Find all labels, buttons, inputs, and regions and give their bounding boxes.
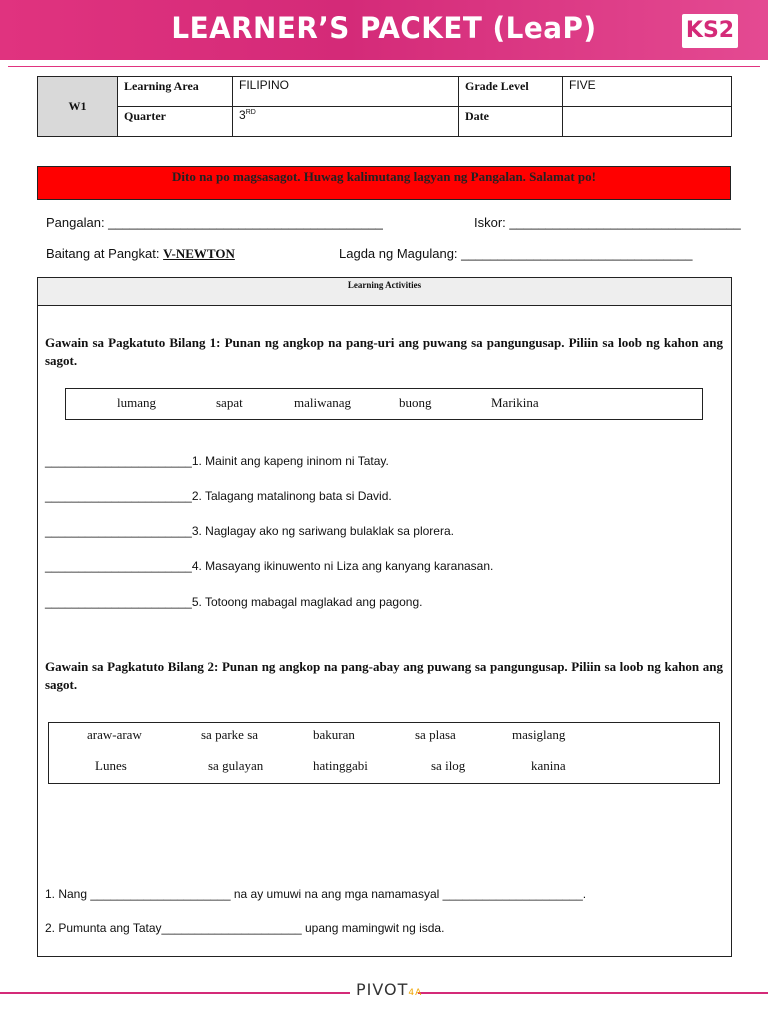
footer-rule-right <box>418 992 768 994</box>
learning-area-value: FILIPINO <box>233 77 459 107</box>
quarter-value <box>233 107 459 137</box>
word-choice: masiglang <box>512 727 566 742</box>
parent-signature-field[interactable]: Lagda ng Magulang: ________________________________ <box>339 246 693 261</box>
word-choice: Lunes <box>95 758 127 773</box>
activity1-item-3[interactable]: ______________________3. Naglagay ako ng sariwang bulaklak sa plorera. <box>45 524 454 538</box>
section-field <box>46 246 235 262</box>
week-cell: W1 <box>38 77 118 137</box>
pivot-logo <box>356 980 423 999</box>
header-banner <box>0 0 768 60</box>
notice-banner: Dito na po magsasagot. Huwag kalimutang lagyan ng Pangalan. Salamat po! <box>37 166 731 200</box>
word-choice: sa ilog <box>431 758 466 773</box>
pivot-logo-mark: 4A <box>408 988 423 998</box>
word-choice: sa plasa <box>415 727 456 742</box>
word-choice: bakuran <box>313 727 355 742</box>
grade-level-value: FIVE <box>563 77 732 107</box>
activity1-instruction: Gawain sa Pagkatuto Bilang 1: Punan ng angkop na pang-uri ang puwang sa pangungusap. Piliin sa loob ng kahon ang sagot. <box>45 335 723 368</box>
word-choice: maliwanag <box>294 395 352 410</box>
word-choice: lumang <box>117 395 156 410</box>
pivot-logo-text: PIVOT <box>356 980 409 999</box>
footer-rule-left <box>0 992 350 994</box>
word-choice: sa gulayan <box>208 758 264 773</box>
activity1-item-4[interactable]: ______________________4. Masayang ikinuwento ni Liza ang kanyang karanasan. <box>45 559 494 573</box>
section-label: Baitang at Pangkat: <box>46 246 160 261</box>
learning-activities-box <box>37 277 732 957</box>
section-value: V-NEWTON <box>163 246 235 261</box>
activity1-item-1[interactable]: ______________________1. Mainit ang kapeng ininom ni Tatay. <box>45 454 389 468</box>
date-value[interactable] <box>563 107 732 137</box>
date-label: Date <box>459 107 563 137</box>
word-choice: Marikina <box>491 395 539 410</box>
activity2-word-box <box>48 722 720 784</box>
info-table <box>37 76 732 137</box>
word-choice: sapat <box>216 395 243 410</box>
activities-header: Learning Activities <box>38 278 731 306</box>
grade-level-label: Grade Level <box>459 77 563 107</box>
word-choice: sa parke sa <box>201 727 259 742</box>
learning-area-label: Learning Area <box>118 77 233 107</box>
activity2-instruction: Gawain sa Pagkatuto Bilang 2: Punan ng angkop na pang-abay ang puwang sa pangungusap. Piliin sa loob ng kahon ang sagot. <box>45 659 723 692</box>
activity2-item-2[interactable]: 2. Pumunta ang Tatay_____________________ upang mamingwit ng isda. <box>45 921 445 935</box>
quarter-label: Quarter <box>118 107 233 137</box>
header-divider <box>8 66 760 67</box>
quarter-number: 3 <box>239 108 246 122</box>
word-choice: buong <box>399 395 432 410</box>
name-field[interactable]: Pangalan: ______________________________________ <box>46 215 383 230</box>
score-field[interactable]: Iskor: ________________________________ <box>474 215 741 230</box>
quarter-suffix: RD <box>245 109 256 116</box>
stage-badge: KS2 <box>682 14 738 48</box>
word-choice: hatinggabi <box>313 758 368 773</box>
activity2-item-1[interactable]: 1. Nang _____________________ na ay umuwi na ang mga namamasyal _____________________. <box>45 887 587 901</box>
banner-title: LEARNER’S PACKET (LeaP) <box>171 11 597 45</box>
activity1-item-2[interactable]: ______________________2. Talagang matalinong bata si David. <box>45 489 392 503</box>
word-choice: kanina <box>531 758 566 773</box>
word-choice: araw-araw <box>87 727 142 742</box>
activity1-word-box <box>65 388 703 420</box>
activity1-item-5[interactable]: ______________________5. Totoong mabagal maglakad ang pagong. <box>45 595 423 609</box>
